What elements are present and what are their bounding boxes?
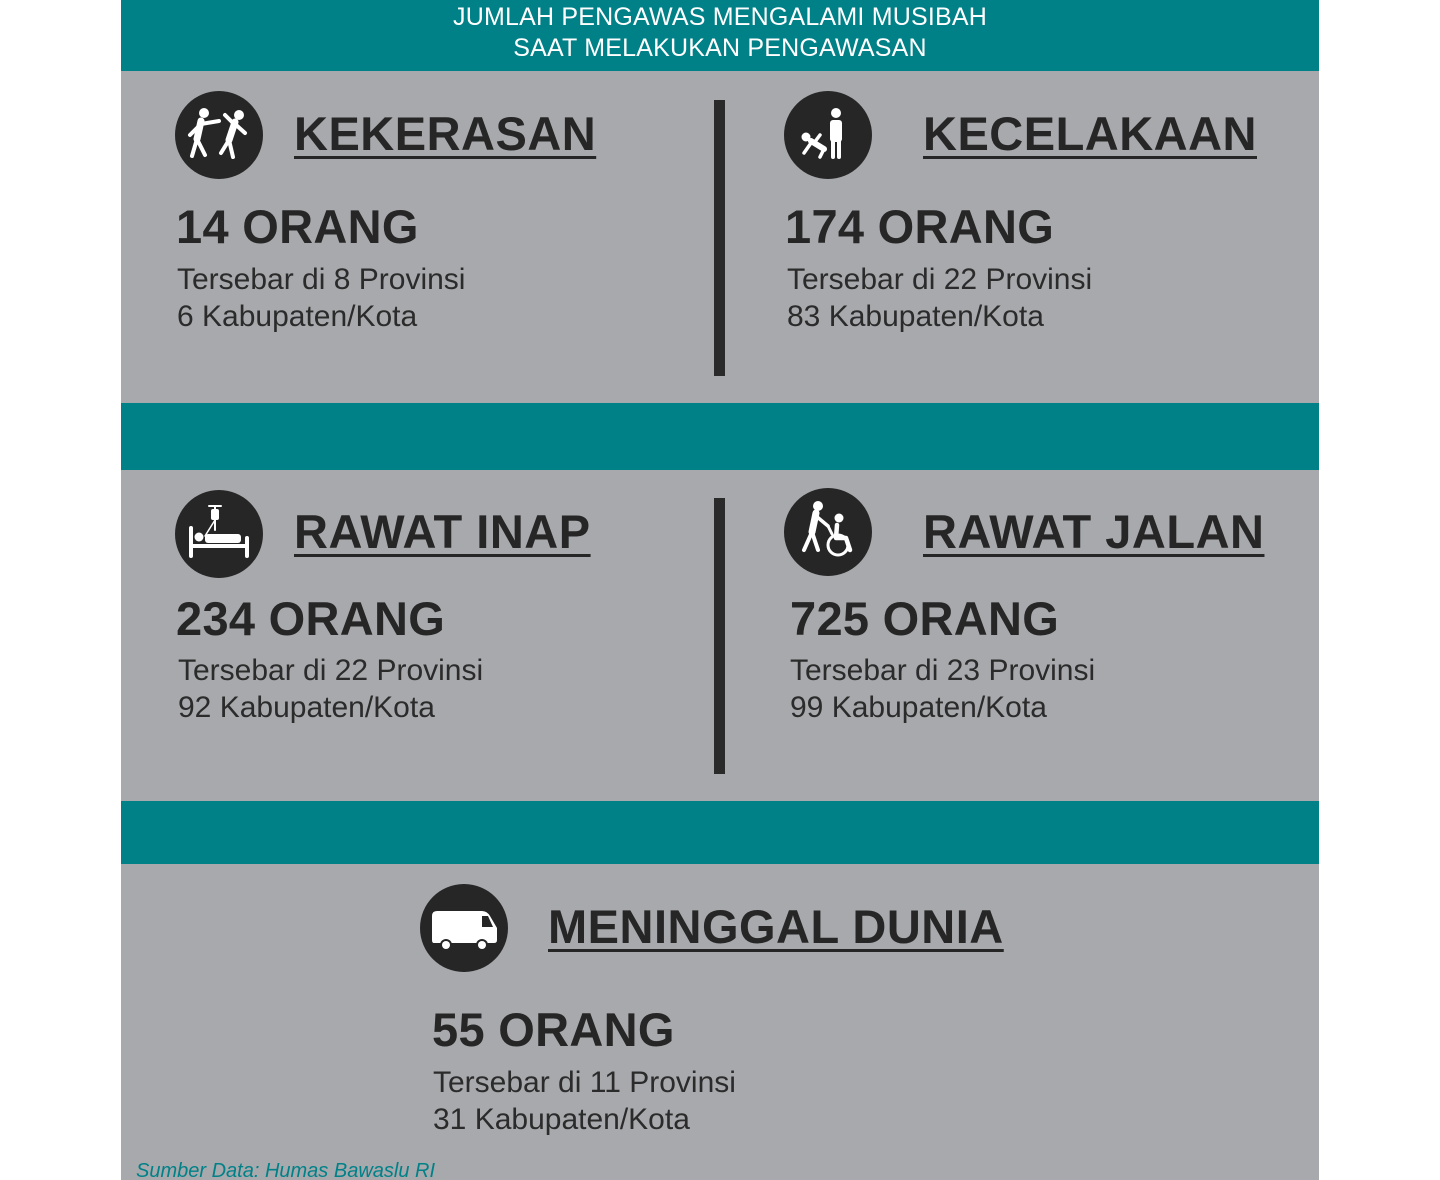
- header-title: [121, 2, 1319, 64]
- rawat-jalan-regencies: 99 Kabupaten/Kota: [790, 691, 1047, 724]
- kekerasan-regencies: 6 Kabupaten/Kota: [177, 300, 418, 333]
- separator-band-2: [121, 801, 1319, 864]
- source-credit: Sumber Data: Humas Bawaslu RI: [136, 1160, 436, 1180]
- header-title-line-2: SAAT MELAKUKAN PENGAWASAN: [513, 34, 927, 62]
- kekerasan-count: 14 ORANG: [176, 200, 419, 253]
- rawat-inap-regencies: 92 Kabupaten/Kota: [178, 691, 435, 724]
- meninggal-dunia-regencies: 31 Kabupaten/Kota: [433, 1103, 690, 1136]
- header-title-line-1: JUMLAH PENGAWAS MENGALAMI MUSIBAH: [453, 3, 987, 31]
- rawat-jalan-title: RAWAT JALAN: [923, 505, 1265, 558]
- rawat-inap-count: 234 ORANG: [176, 592, 446, 645]
- meninggal-dunia-provinces: Tersebar di 11 Provinsi: [433, 1066, 736, 1099]
- ambulance-icon: [420, 884, 508, 972]
- fighting-people-icon: [175, 91, 263, 179]
- wheelchair-icon: [784, 488, 872, 576]
- kecelakaan-provinces: Tersebar di 22 Provinsi: [787, 263, 1093, 296]
- header-band: [121, 0, 1319, 71]
- kecelakaan-regencies: 83 Kabupaten/Kota: [787, 300, 1044, 333]
- column-divider-top: [714, 100, 725, 376]
- rawat-inap-provinces: Tersebar di 22 Provinsi: [178, 654, 484, 687]
- rawat-jalan-provinces: Tersebar di 23 Provinsi: [790, 654, 1096, 687]
- infographic-poster: [121, 0, 1319, 1180]
- kecelakaan-count: 174 ORANG: [785, 200, 1055, 253]
- kekerasan-title: KEKERASAN: [294, 107, 597, 160]
- rawat-inap-title: RAWAT INAP: [294, 505, 591, 558]
- kecelakaan-title: KECELAKAAN: [923, 107, 1257, 160]
- rawat-jalan-count: 725 ORANG: [790, 592, 1060, 645]
- meninggal-dunia-count: 55 ORANG: [432, 1003, 675, 1056]
- kekerasan-provinces: Tersebar di 8 Provinsi: [177, 263, 466, 296]
- accident-person-icon: [784, 91, 872, 179]
- hospital-bed-icon: [175, 490, 263, 578]
- meninggal-dunia-title: MENINGGAL DUNIA: [548, 900, 1004, 953]
- separator-band-1: [121, 403, 1319, 470]
- column-divider-middle: [714, 498, 725, 774]
